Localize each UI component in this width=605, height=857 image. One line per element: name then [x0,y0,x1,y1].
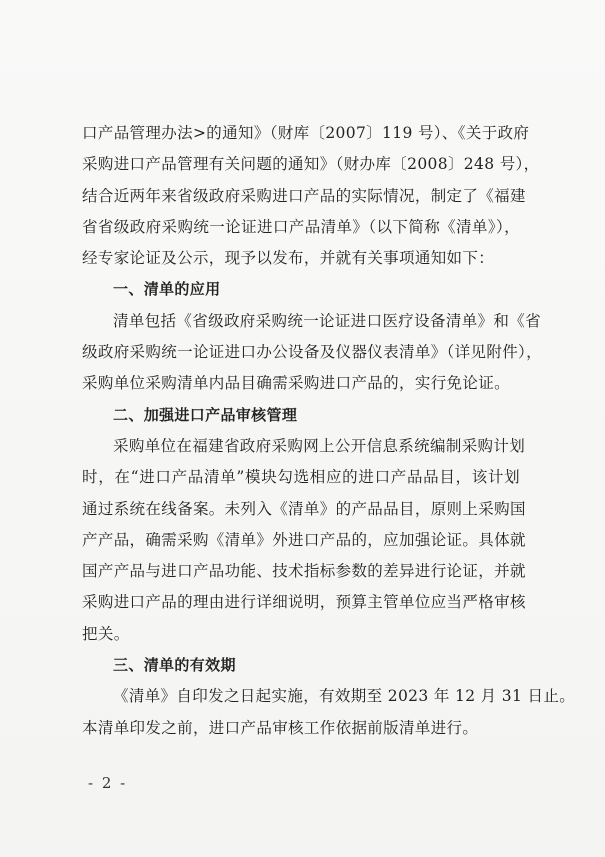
text-line: 级政府采购统一论证进口办公设备及仪器仪表清单》（详见附件）， [82,343,543,362]
paragraph-application [82,306,543,400]
paragraph-review [82,431,526,650]
section-heading-1: 一、清单的应用 [113,280,221,299]
text-line: 清单包括《省级政府采购统一论证进口医疗设备清单》和《省 [113,311,541,330]
text-line: 产产品，确需采购《清单》外进口产品的，应加强论证。具体就 [82,530,526,549]
text-line: 经专家论证及公示，现予以发布，并就有关事项通知如下： [82,249,495,268]
paragraph-intro [82,118,540,274]
text-line: 口产品管理办法>的通知》（财库〔2007〕119 号）、《关于政府 [82,124,530,142]
text-line: 《清单》自印发之日起实施，有效期至 2023 年 12 月 31 日止。 [113,687,576,706]
text-line: 省省级政府采购统一论证进口产品清单》（以下简称《清单》）， [82,217,520,236]
document-body [82,118,576,744]
text-line: 通过系统在线备案。未列入《清单》的产品品目，原则上采购国 [82,499,526,518]
paragraph-validity [82,681,576,744]
text-line: 采购进口产品的理由进行详细说明，预算主管单位应当严格审核 [82,593,526,612]
text-line: 国产产品与进口产品功能、技术指标参数的差异进行论证，并就 [82,562,526,581]
section-heading-2: 二、加强进口产品审核管理 [113,405,298,424]
text-line: 采购单位采购清单内品目确需采购进口产品的，实行免论证。 [82,374,510,393]
text-line: 结合近两年来省级政府采购进口产品的实际情况，制定了《福建 [82,186,526,205]
text-line: 时，在“进口产品清单”模块勾选相应的进口产品品目，该计划 [82,468,520,487]
page-number: - 2 - [88,774,128,792]
text-line: 本清单印发之前，进口产品审核工作依据前版清单进行。 [82,718,479,737]
section-heading-3: 三、清单的有效期 [113,656,236,675]
text-line: 把关。 [82,624,130,643]
text-line: 采购单位在福建省政府采购网上公开信息系统编制采购计划 [113,436,526,455]
text-line: 采购进口产品管理有关问题的通知》（财办库〔2008〕248 号）， [82,155,540,174]
